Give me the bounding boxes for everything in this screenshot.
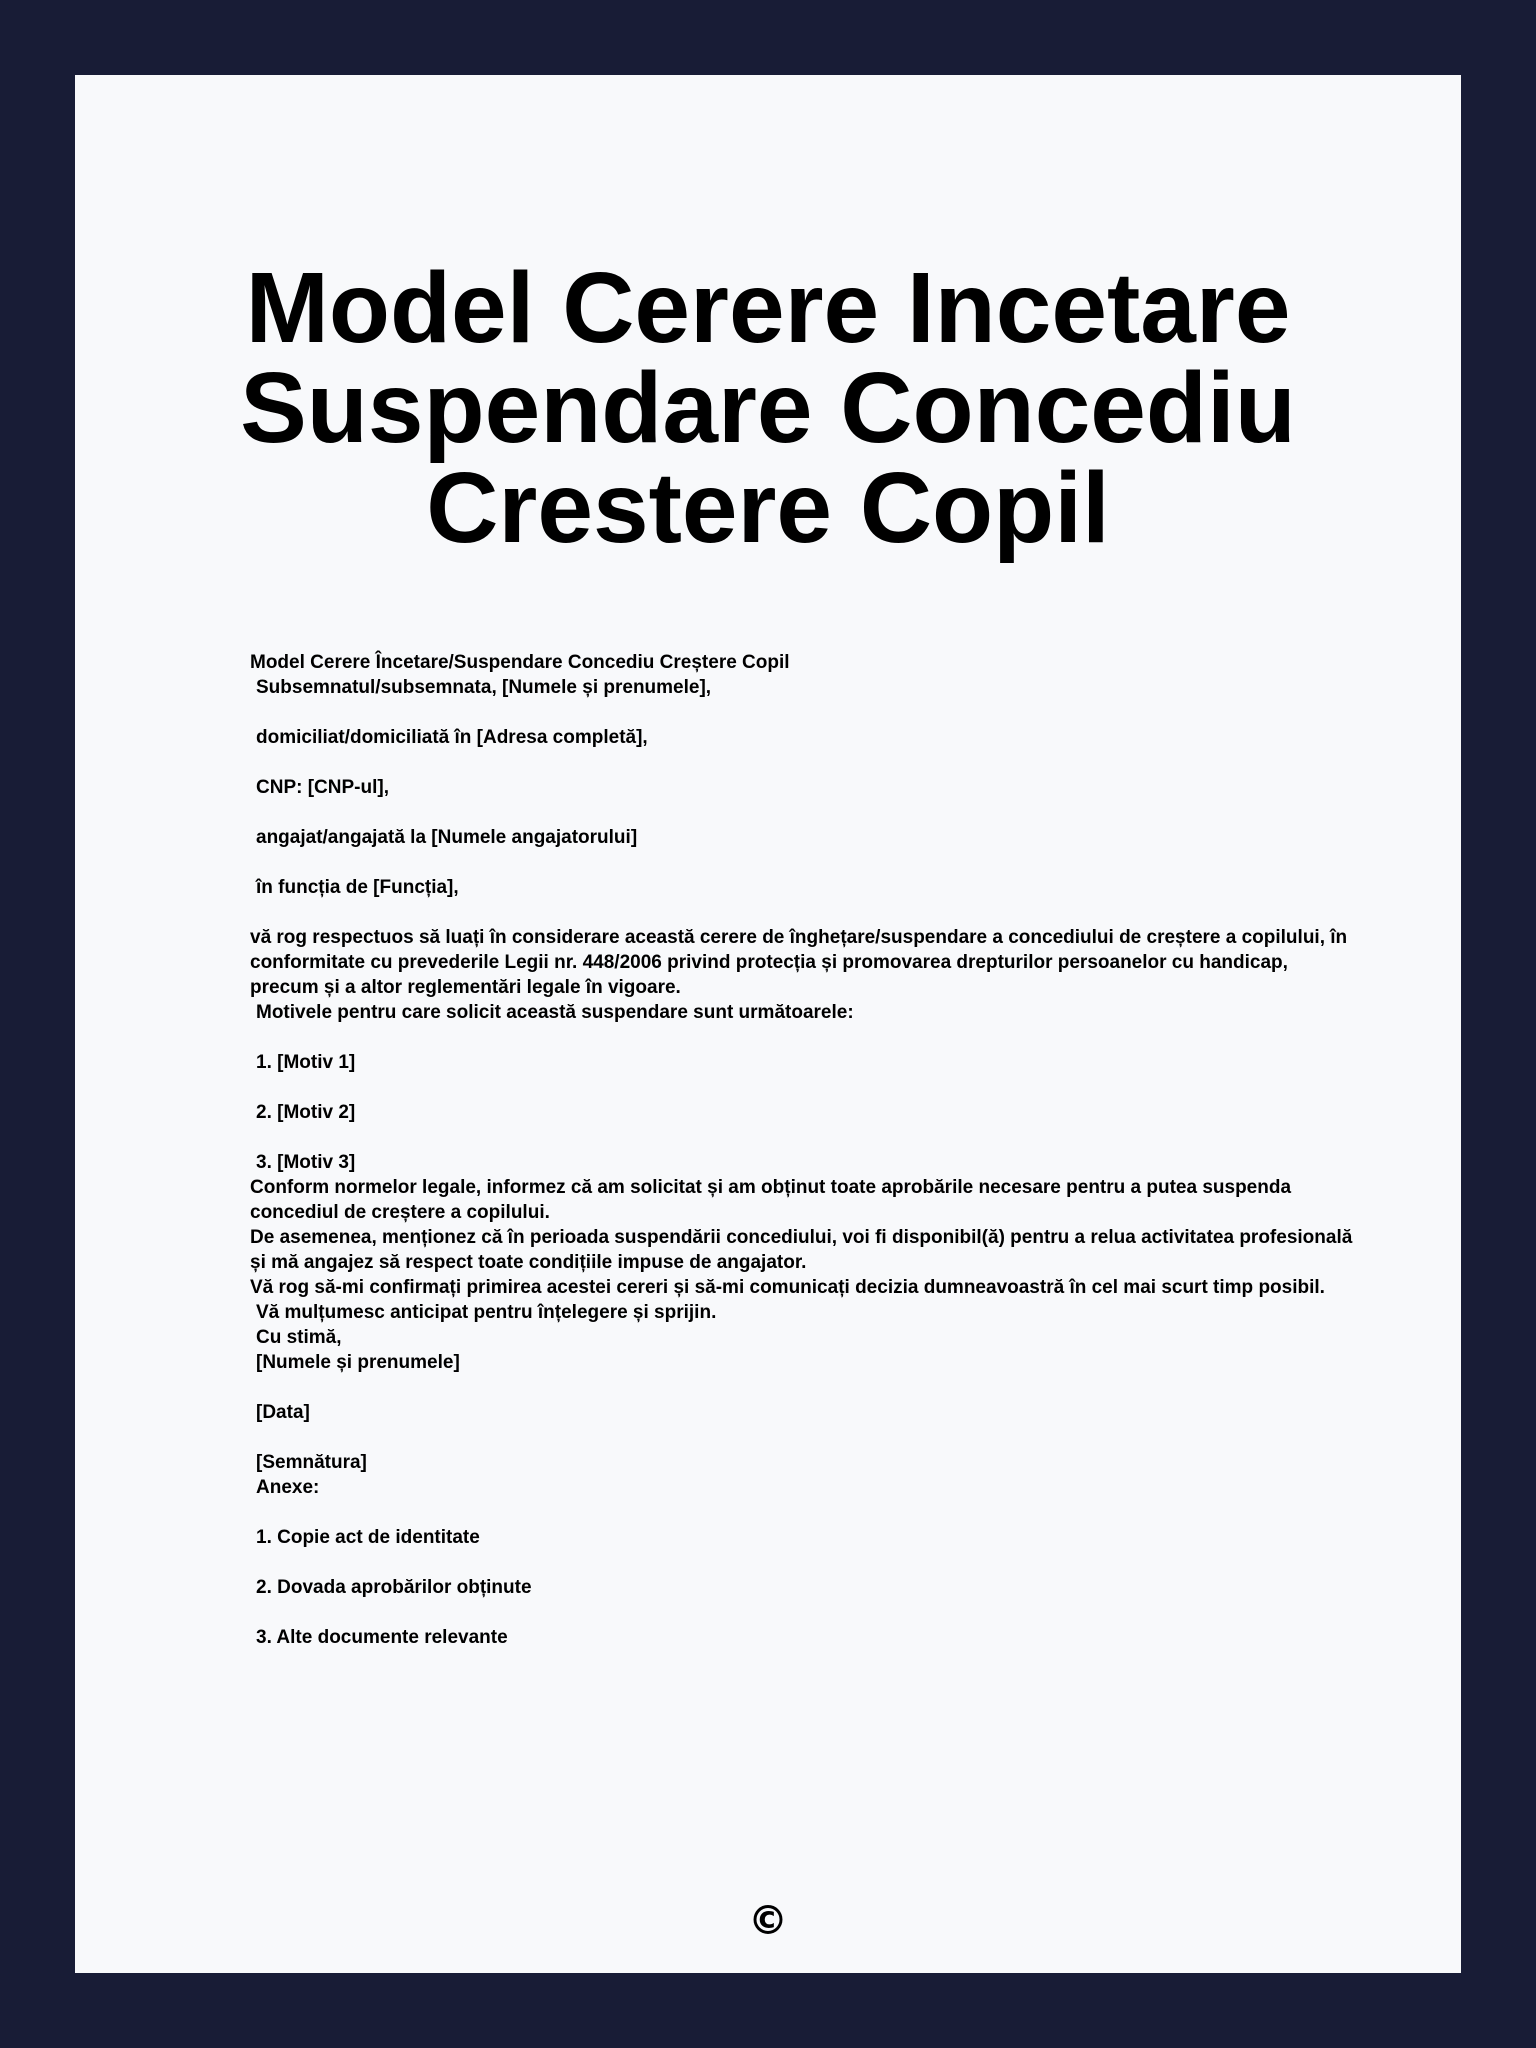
title-line: Suspendare Concediu bbox=[240, 352, 1296, 464]
annex-item: 2. Dovada aprobărilor obținute bbox=[256, 1577, 532, 1598]
intro-line: CNP: [CNP-ul], bbox=[256, 777, 389, 798]
intro-line: în funcția de [Funcția], bbox=[256, 877, 459, 898]
paragraph-confirm: Vă rog să-mi confirmați primirea acestei cereri și să-mi comunicați decizia dumneavoastră în cel mai scurt timp posibil. bbox=[250, 1277, 1325, 1298]
annex-label: Anexe: bbox=[256, 1477, 320, 1498]
intro-line: Subsemnatul/subsemnata, [Numele și prenumele], bbox=[256, 677, 712, 698]
copyright-icon: © bbox=[748, 1898, 788, 1944]
annex-item: 3. Alte documente relevante bbox=[256, 1627, 508, 1648]
paragraph-conform: Conform normelor legale, informez că am solicitat și am obținut toate aprobările necesare pentru a putea suspenda concediul de creștere a copilului. bbox=[250, 1177, 1292, 1223]
thanks-line: Vă mulțumesc anticipat pentru înțelegere și sprijin. bbox=[256, 1302, 717, 1323]
reasons-intro: Motivele pentru care solicit această suspendare sunt următoarele: bbox=[256, 1002, 854, 1023]
page-title bbox=[75, 252, 1461, 564]
reason-item: 3. [Motiv 3] bbox=[256, 1152, 356, 1173]
signature-field: [Data] bbox=[256, 1402, 310, 1423]
signature-field: [Numele și prenumele] bbox=[256, 1352, 460, 1373]
document-heading: Model Cerere Încetare/Suspendare Concediu Creștere Copil bbox=[250, 652, 790, 673]
paragraph-asemenea: De asemenea, menționez că în perioada suspendării concediului, voi fi disponibil(ă) pentru a relua activitatea profesională și mă angajez să respect toate condițiile impuse de angajator. bbox=[250, 1227, 1353, 1273]
document-page bbox=[75, 75, 1461, 1973]
title-line: Model Cerere Incetare bbox=[245, 252, 1291, 364]
intro-line: angajat/angajată la [Numele angajatorului] bbox=[256, 827, 638, 848]
document-body bbox=[250, 650, 1360, 1650]
closing-line: Cu stimă, bbox=[256, 1327, 342, 1348]
annex-item: 1. Copie act de identitate bbox=[256, 1527, 480, 1548]
reason-item: 2. [Motiv 2] bbox=[256, 1102, 356, 1123]
intro-line: domiciliat/domiciliată în [Adresa completă], bbox=[256, 727, 648, 748]
signature-field: [Semnătura] bbox=[256, 1452, 367, 1473]
request-paragraph: vă rog respectuos să luați în considerare această cerere de înghețare/suspendare a concediului de creștere a copilului, în conformitate cu prevederile Legii nr. 448/2006 privind protecția și promovarea drepturilor persoanelor cu handicap, precum și a altor reglementări legale în vigoare. bbox=[250, 927, 1348, 998]
title-line: Crestere Copil bbox=[426, 452, 1110, 564]
reason-item: 1. [Motiv 1] bbox=[256, 1052, 356, 1073]
